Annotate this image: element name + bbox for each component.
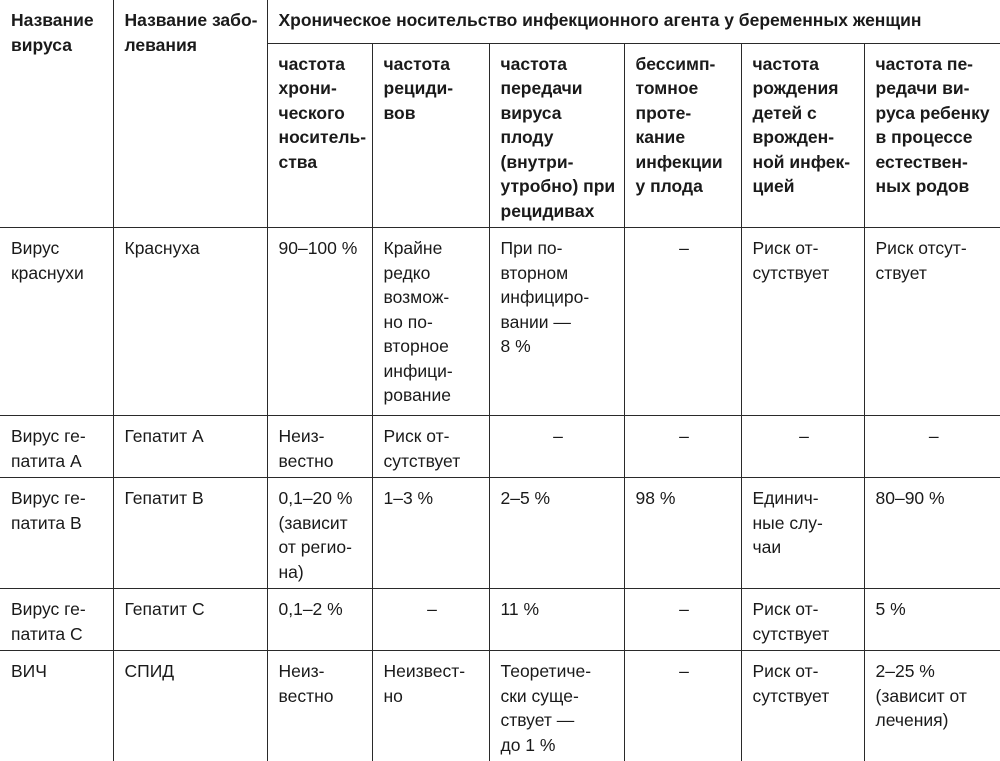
cell-relapse: Крайне редко возмож- но по- вторное инфици- рование: [372, 228, 489, 416]
table-row: [0, 228, 1000, 416]
cell-relapse: Неизвест- но: [372, 651, 489, 761]
cell-disease: Гепатит А: [113, 416, 267, 478]
cell-birth-transmission: 2–25 % (зависит от лечения): [864, 651, 1000, 761]
cell-virus: Вирус ге- патита В: [0, 478, 113, 589]
cell-fetal-transmission: –: [489, 416, 624, 478]
cell-chronic: Неиз- вестно: [267, 416, 372, 478]
cell-congenital: Риск от- сутствует: [741, 651, 864, 761]
table-row: [0, 416, 1000, 478]
cell-virus: Вирус краснухи: [0, 228, 113, 416]
cell-asymptomatic: –: [624, 228, 741, 416]
subheader-chronic-carriage-frequency: частота хрони- ческого носитель- ства: [267, 43, 372, 228]
cell-asymptomatic: 98 %: [624, 478, 741, 589]
cell-congenital: Риск от- сутствует: [741, 589, 864, 651]
cell-chronic: Неиз- вестно: [267, 651, 372, 761]
cell-fetal-transmission: Теоретиче- ски суще- ствует — до 1 %: [489, 651, 624, 761]
cell-disease: СПИД: [113, 651, 267, 761]
cell-birth-transmission: Риск отсут- ствует: [864, 228, 1000, 416]
cell-fetal-transmission: 11 %: [489, 589, 624, 651]
table-row: [0, 589, 1000, 651]
cell-relapse: –: [372, 589, 489, 651]
cell-asymptomatic: –: [624, 651, 741, 761]
cell-disease: Краснуха: [113, 228, 267, 416]
cell-chronic: 90–100 %: [267, 228, 372, 416]
cell-relapse: Риск от- сутствует: [372, 416, 489, 478]
cell-asymptomatic: –: [624, 416, 741, 478]
cell-fetal-transmission: При по- вторном инфициро- вании — 8 %: [489, 228, 624, 416]
cell-relapse: 1–3 %: [372, 478, 489, 589]
cell-birth-transmission: 5 %: [864, 589, 1000, 651]
header-virus-name: Название вируса: [0, 0, 113, 228]
cell-congenital: Единич- ные слу- чаи: [741, 478, 864, 589]
subheader-asymptomatic-fetal: бессимп- томное проте- кание инфекции у плода: [624, 43, 741, 228]
cell-disease: Гепатит С: [113, 589, 267, 651]
header-row: [0, 0, 1000, 43]
subheader-congenital-infection: частота рождения детей с врожден- ной инфек- цией: [741, 43, 864, 228]
cell-chronic: 0,1–20 % (зависит от регио- на): [267, 478, 372, 589]
cell-asymptomatic: –: [624, 589, 741, 651]
table-row: [0, 651, 1000, 761]
cell-congenital: Риск от- сутствует: [741, 228, 864, 416]
subheader-birth-transmission: частота пе- редачи ви- руса ребенку в процессе естествен- ных родов: [864, 43, 1000, 228]
cell-birth-transmission: 80–90 %: [864, 478, 1000, 589]
cell-disease: Гепатит В: [113, 478, 267, 589]
table-row: [0, 478, 1000, 589]
cell-fetal-transmission: 2–5 %: [489, 478, 624, 589]
cell-virus: Вирус ге- патита С: [0, 589, 113, 651]
subheader-relapse-frequency: частота рециди- вов: [372, 43, 489, 228]
cell-congenital: –: [741, 416, 864, 478]
cell-birth-transmission: –: [864, 416, 1000, 478]
subheader-fetal-transmission: частота передачи вируса плоду (внутри- утробно) при рецидивах: [489, 43, 624, 228]
cell-virus: Вирус ге- патита А: [0, 416, 113, 478]
header-chronic-carriage-group: Хроническое носительство инфекционного агента у беременных женщин: [267, 0, 1000, 43]
header-disease-name: Название забо- левания: [113, 0, 267, 228]
cell-chronic: 0,1–2 %: [267, 589, 372, 651]
cell-virus: ВИЧ: [0, 651, 113, 761]
